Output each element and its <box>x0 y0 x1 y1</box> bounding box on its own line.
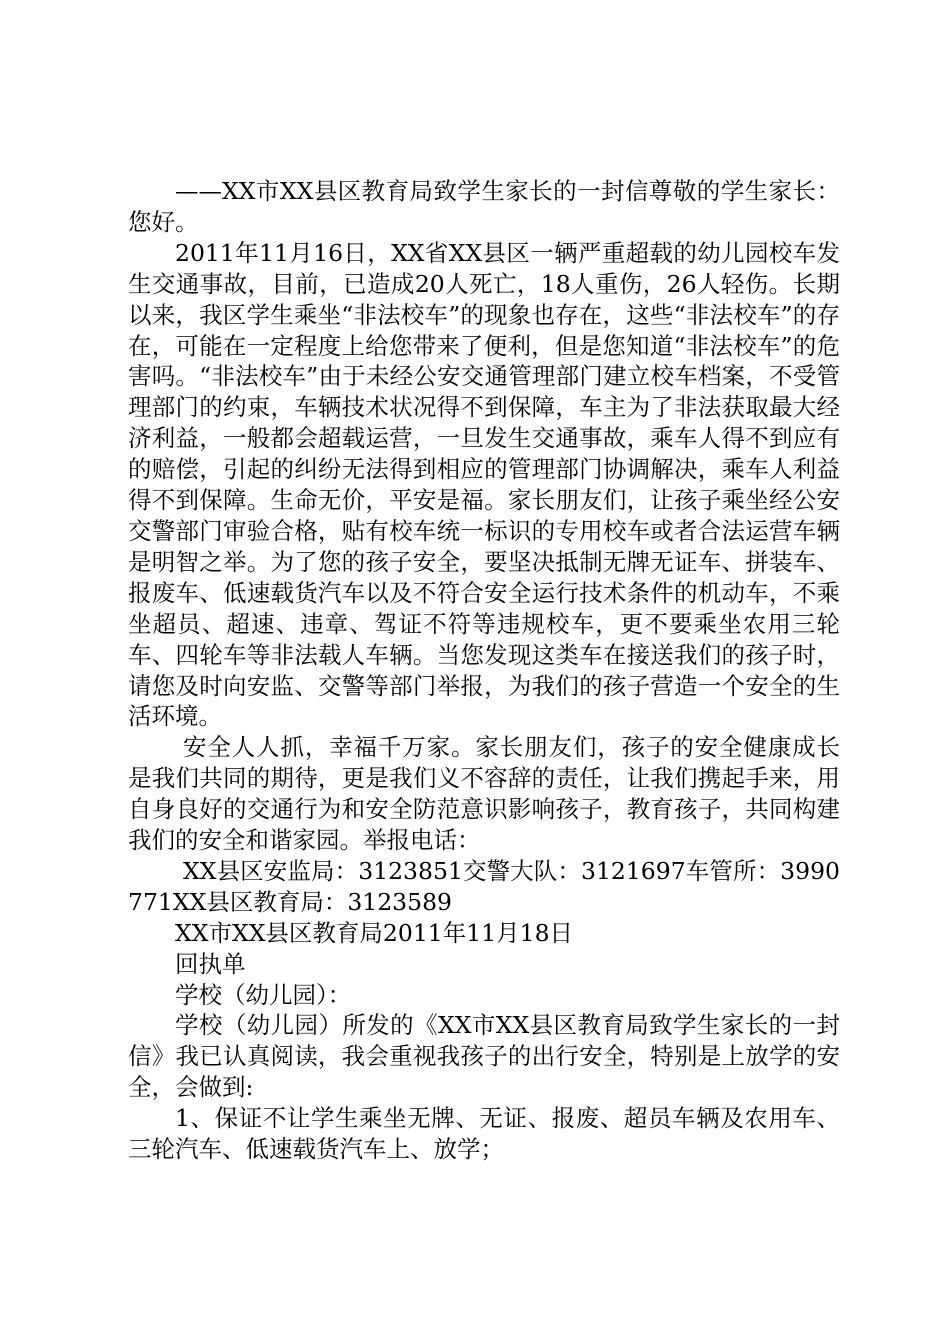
letter-heading-paragraph: ——XX市XX县区教育局致学生家长的一封信尊敬的学生家长：您好。 <box>128 177 840 236</box>
incident-paragraph: 2011年11月16日，XX省XX县区一辆严重超载的幼儿园校车发生交通事故，目前，已造成20人死亡，18人重伤，26人轻伤。长期以来，我区学生乘坐“非法校车”的现象也存在，这些“非法校车”的存在，可能在一定程度上给您带来了便利，但是您知道“非法校车”的危害吗。“非法校车”由于未经公安交通管理部门建立校车档案，不受管理部门的约束，车辆技术状况得不到保障，车主为了非法获取最大经济利益，一般都会超载运营，一旦发生交通事故，乘车人得不到应有的赔偿，引起的纠纷无法得到相应的管理部门协调解决，乘车人利益得不到保障。生命无价，平安是福。家长朋友们，让孩子乘坐经公安交警部门审验合格，贴有校车统一标识的专用校车或者合法运营车辆是明智之举。为了您的孩子安全，要坚决抵制无牌无证车、拼装车、报废车、低速载货汽车以及不符合安全运行技术条件的机动车，不乘坐超员、超速、违章、驾证不符等违规校车，更不要乘坐农用三轮车、四轮车等非法载人车辆。当您发现这类车在接送我们的孩子时，请您及时向安监、交警等部门举报，为我们的孩子营造一个安全的生活环境。 <box>128 238 840 731</box>
document-page <box>128 176 840 1165</box>
receipt-item-1: 1、保证不让学生乘坐无牌、无证、报废、超员车辆及农用车、三轮汽车、低速载货汽车上、放学； <box>128 1104 840 1164</box>
appeal-paragraph: 安全人人抓，幸福千万家。家长朋友们，孩子的安全健康成长是我们共同的期待，更是我们义不容辞的责任，让我们携起手来，用自身良好的交通行为和安全防范意识影响孩子，教育孩子，共同构建我们的安全和谐家园。举报电话： <box>128 733 840 855</box>
receipt-body-paragraph: 学校（幼儿园）所发的《XX市XX县区教育局致学生家长的一封信》我已认真阅读，我会重视我孩子的出行安全，特别是上放学的安全，会做到: <box>128 1011 840 1102</box>
signature-date-paragraph: XX市XX县区教育局2011年11月18日 <box>175 918 574 947</box>
hotline-paragraph: XX县区安监局：3123851交警大队：3121697车管所：3990771XX县区教育局：3123589 <box>128 856 840 916</box>
receipt-addressee: 学校（幼儿园）： <box>175 980 352 1009</box>
receipt-title: 回执单 <box>175 949 246 978</box>
